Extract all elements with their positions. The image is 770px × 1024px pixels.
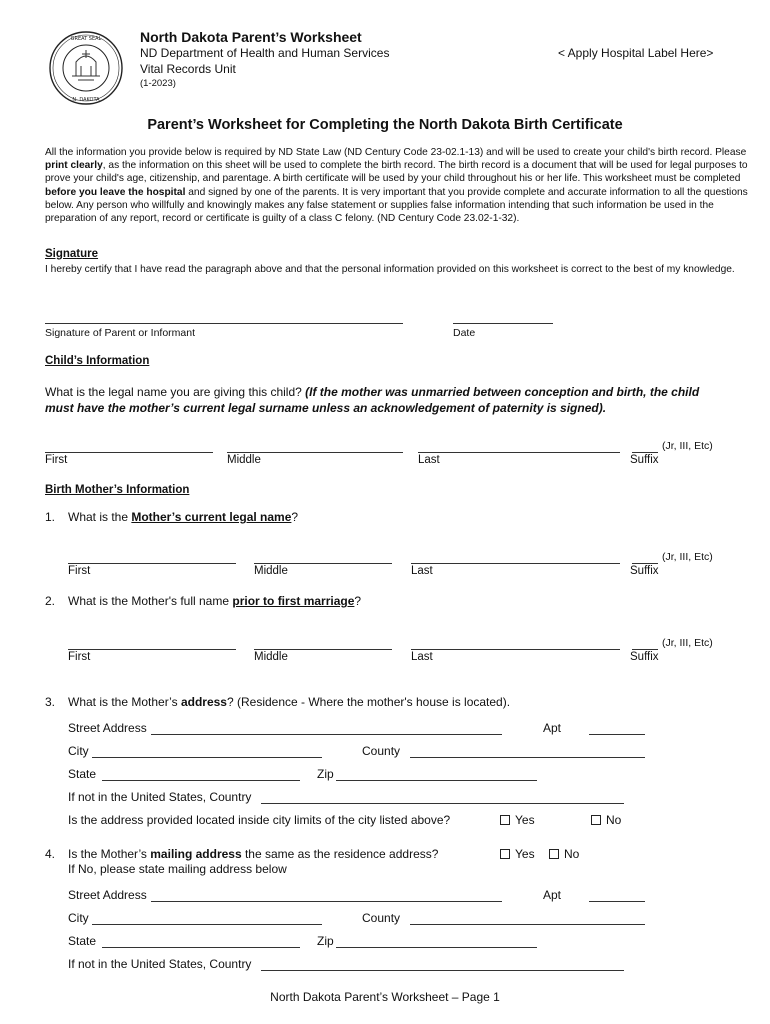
mother-middle-name-field[interactable] [254,563,392,564]
signature-heading: Signature [45,248,99,260]
city-field[interactable] [92,757,322,758]
mother-last-name-field[interactable] [411,563,620,564]
mother-middle-label: Middle [254,565,288,577]
svg-text:GREAT SEAL: GREAT SEAL [70,36,102,42]
county-label: County [362,744,401,758]
mailing-city-label: City [68,911,89,925]
unit-name: Vital Records Unit [140,62,236,76]
date-label: Date [453,327,476,339]
worksheet-title: North Dakota Parent’s Worksheet [140,29,362,45]
child-first-name-field[interactable] [45,452,213,453]
maiden-first-name-field[interactable] [68,649,236,650]
child-heading: Child’s Information [45,355,150,367]
maiden-last-name-field[interactable] [411,649,620,650]
document-title: Parent’s Worksheet for Completing the North Dakota Birth Certificate [147,117,623,133]
maiden-suffix-label: Suffix [630,651,659,663]
mailing-county-field[interactable] [410,924,645,925]
q4-text: Is the Mother’s mailing address the same as the residence address? [68,847,439,861]
mailing-same-yes[interactable]: Yes [500,847,535,861]
hospital-label-placeholder: < Apply Hospital Label Here> [558,46,714,60]
country-field[interactable] [261,803,624,804]
maiden-first-label: First [68,651,91,663]
q1-text: What is the Mother’s current legal name? [68,510,299,524]
mailing-city-field[interactable] [92,924,322,925]
child-last-name-field[interactable] [418,452,620,453]
checkbox-icon[interactable] [549,849,559,859]
mailing-same-no[interactable]: No [549,847,579,861]
child-first-label: First [45,454,68,466]
mother-last-label: Last [411,565,433,577]
mailing-apt-label: Apt [543,888,562,902]
maiden-last-label: Last [411,651,433,663]
revision-date: (1-2023) [140,78,176,89]
q1-number: 1. [45,510,56,524]
date-line[interactable] [453,323,553,324]
country-label: If not in the United States, Country [68,790,252,804]
mailing-zip-label: Zip [317,934,334,948]
mother-suffix-field[interactable] [632,563,658,564]
state-field[interactable] [102,780,300,781]
q4-number: 4. [45,847,56,861]
maiden-suffix-hint: (Jr, III, Etc) [662,637,713,649]
mailing-country-field[interactable] [261,970,624,971]
city-limits-yes[interactable]: Yes [500,813,535,827]
mother-suffix-hint: (Jr, III, Etc) [662,551,713,563]
street-label: Street Address [68,721,147,735]
q4-subtext: If No, please state mailing address below [68,862,287,876]
street-address-field[interactable] [151,734,502,735]
signature-statement: I hereby certify that I have read the paragraph above and that the personal information provided on this worksheet is correct to the best of my knowledge. [45,264,735,275]
checkbox-icon[interactable] [500,815,510,825]
intro-paragraph: All the information you provide below is required by ND State Law (ND Century Code 23-02.1-13) and will be used to create your child's birth record. Please print clearly, as the information on this sheet will be used to complete the birth record. The birth record is a document that will be used for legal purposes to prove your child's age, citizenship, and parentage. A birth certificate will be used by your child throughout his or her life. This worksheet must be completed before you leave the hospital and signed by one of the parents. It is very important that you provide complete and accurate information to all the questions below. Any person who willfully and knowingly makes any false statement or supplies false information intending that such information be used in the preparation of any report, record or certificate is guilty of a class C felony. (ND Century Code 23.02-1-32). [45,147,748,225]
page-footer: North Dakota Parent’s Worksheet – Page 1 [270,990,500,1004]
mother-first-name-field[interactable] [68,563,236,564]
mailing-street-field[interactable] [151,901,502,902]
mailing-state-label: State [68,934,97,948]
q2-text: What is the Mother's full name prior to first marriage? [68,594,362,608]
city-label: City [68,744,89,758]
apt-label: Apt [543,721,562,735]
child-middle-label: Middle [227,454,261,466]
signature-line[interactable] [45,323,403,324]
county-field[interactable] [410,757,645,758]
mother-first-label: First [68,565,91,577]
mailing-country-label: If not in the United States, Country [68,957,252,971]
mailing-county-label: County [362,911,401,925]
q3-number: 3. [45,695,56,709]
checkbox-icon[interactable] [500,849,510,859]
department-name: ND Department of Health and Human Services [140,46,390,60]
mailing-zip-field[interactable] [336,947,537,948]
q2-number: 2. [45,594,56,608]
zip-label: Zip [317,767,334,781]
child-middle-name-field[interactable] [227,452,403,453]
city-limits-question: Is the address provided located inside city limits of the city listed above? [68,813,451,827]
zip-field[interactable] [336,780,537,781]
checkbox-icon[interactable] [591,815,601,825]
mailing-apt-field[interactable] [589,901,645,902]
mother-suffix-label: Suffix [630,565,659,577]
mother-heading: Birth Mother’s Information [45,484,190,496]
maiden-middle-label: Middle [254,651,288,663]
mailing-state-field[interactable] [102,947,300,948]
child-suffix-hint: (Jr, III, Etc) [662,440,713,452]
signature-label: Signature of Parent or Informant [45,327,195,339]
child-last-label: Last [418,454,440,466]
maiden-suffix-field[interactable] [632,649,658,650]
state-label: State [68,767,97,781]
child-name-question: What is the legal name you are giving this child? (If the mother was unmarried between conception and birth, the child must have the mother’s current legal surname unless an acknowledgement of paternity is signed). [45,385,700,415]
state-seal [48,30,124,106]
maiden-middle-name-field[interactable] [254,649,392,650]
city-limits-no[interactable]: No [591,813,621,827]
child-suffix-label: Suffix [630,454,659,466]
apt-field[interactable] [589,734,645,735]
mailing-street-label: Street Address [68,888,147,902]
svg-text:N. DAKOTA: N. DAKOTA [72,97,100,103]
child-suffix-field[interactable] [632,452,658,453]
q3-text: What is the Mother’s address? (Residence - Where the mother's house is located). [68,695,511,709]
